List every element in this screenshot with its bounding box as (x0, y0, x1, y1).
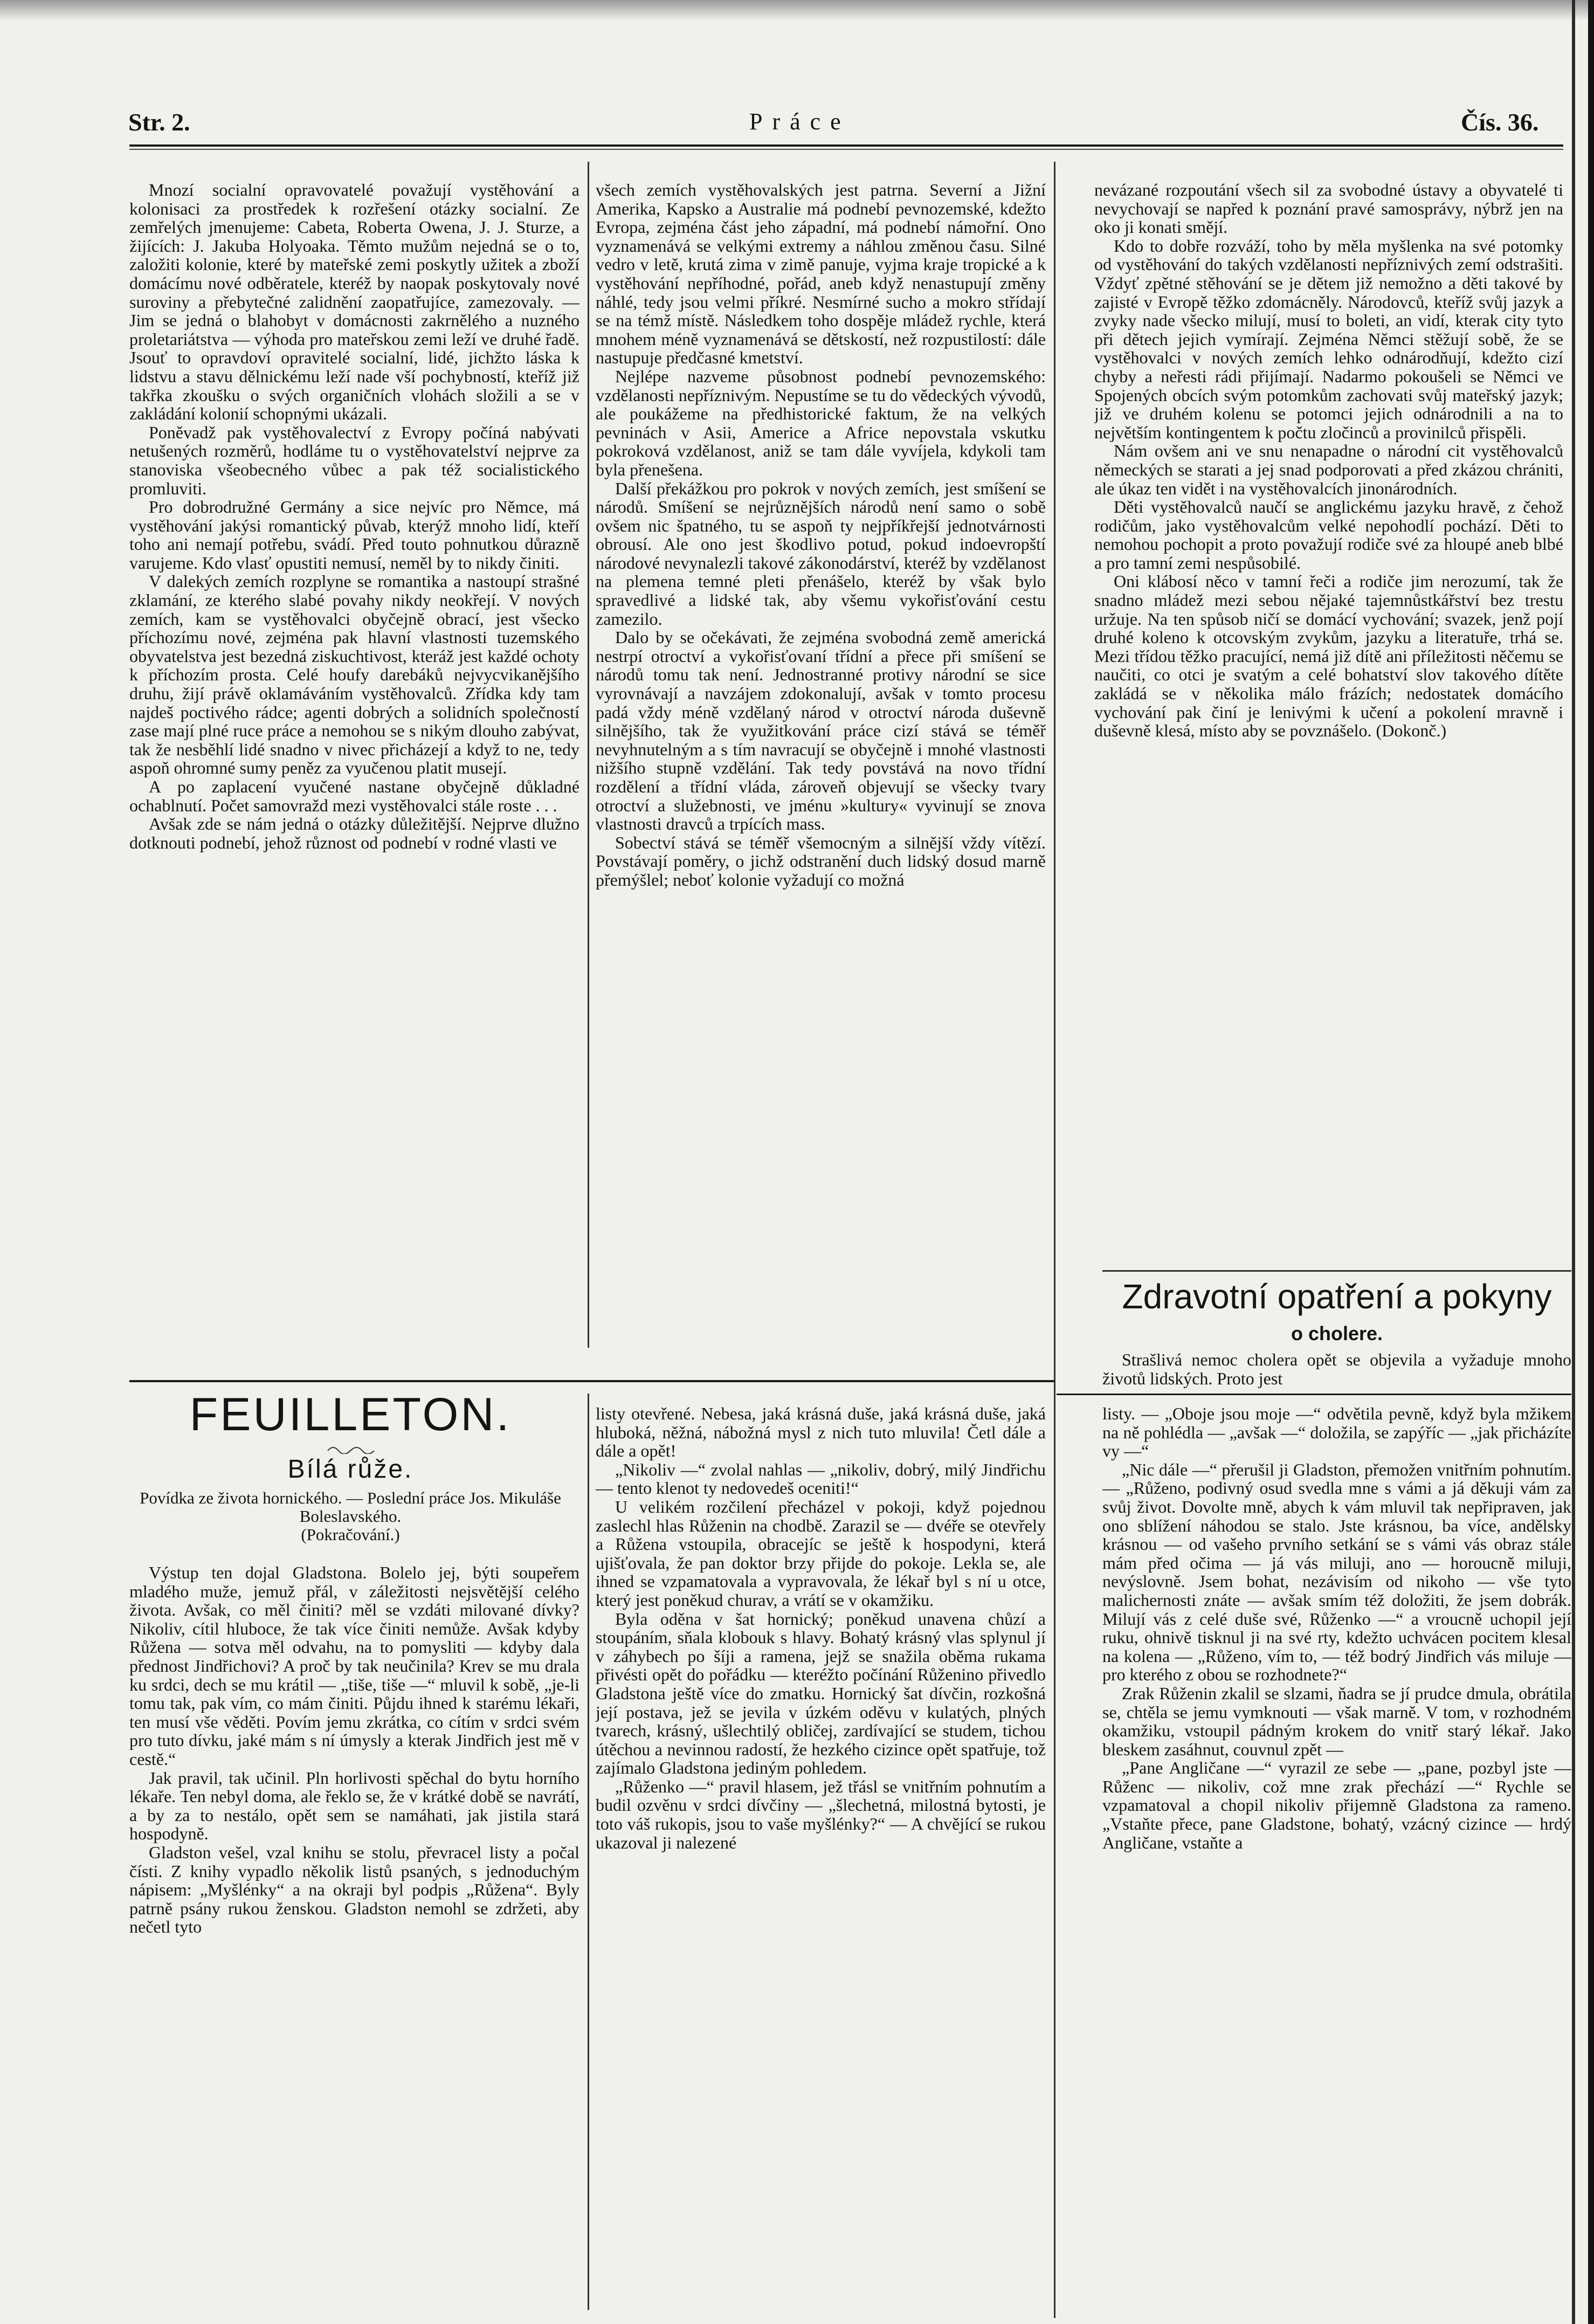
article-column-1 (129, 181, 579, 1352)
story-paragraph: listy otevřené. Nebesa, jaká krásná duše, jaká krásná duše, jaká hluboká, něžná, nábožná mysl z nich tuto mluvila! Četl dále a dále a opět! (596, 1404, 1046, 1461)
header-rule (129, 144, 1563, 147)
article-column-2 (596, 181, 1046, 1352)
scan-top-shadow (0, 0, 1594, 20)
article-paragraph: Avšak zde se nám jedná o otázky důležitější. Nejprve dlužno dotknouti podnebí, jehož různost od podnebí v rodné vlasti ve (129, 814, 579, 852)
article-paragraph: Strašlivá nemoc cholera opět se objevila a vyžaduje mnoho životů lidských. Proto jest (1102, 1350, 1571, 1388)
article-paragraph: Oni klábosí něco v tamní řeči a rodiče jim nerozumí, tak že snadno mládež mezi sebou nějaké tajemnůstkářství bez trestu uržuje. Na ten spůsob ničí se domácí vychování; svazek, jenž pojí druhé koleno k otcovským zvykům, jazyku a literatuře, trhá se. Mezi třídou těžko pracující, nemá již dítě ani příležitosti něčemu se naučiti, co otci je svatým a celé bohatství slov takového dítěte zakládá se v několika málo frázích; nedostatek domácího vychování pak činí je lenivými k učení a pokolení mravně i duševně klesá, místo aby se povznášelo. (Dokonč.) (1094, 571, 1563, 741)
article-paragraph: Nejlépe nazveme působnost podnebí pevnozemského: vzdělanosti nepříznivým. Nepustíme se tu do vědeckých vývodů, ale poukážeme na předhistorické faktum, že na velkých pevninách v Asii, Americe a Africe nepovstala vskutku pokroková vzdělanost, aniž se tam dále vyvíjela, kdykoli tam byla přenešena. (596, 366, 1046, 479)
ornament-icon (327, 1444, 375, 1454)
article-column-3 (1094, 181, 1563, 1253)
health-subheading: o cholere. (1291, 1322, 1383, 1344)
article-paragraph: Nám ovšem ani ve snu nenapadne o národní cit vystěhovalců německých se starati a jej snad podporovati a před zkázou chrániti, ale úkaz ten vidět i na vystěhovalcích jinonárodních. (1094, 441, 1563, 498)
story-paragraph: Jak pravil, tak učinil. Pln horlivosti spěchal do bytu horního lékaře. Ten nebyl doma, ale řeklo se, že v krátké době se navrátí, a by za to nestálo, opět sem se namáhati, jak jistila stará hospodyně. (129, 1768, 579, 1844)
article-paragraph: nevázané rozpoutání všech sil za svobodné ústavy a obyvatelé ti nevychovají se napřed k poznání pravé samosprávy, nýbrž jen na oko ji konati smějí. (1094, 181, 1563, 237)
section-rule (1102, 1270, 1571, 1272)
story-paragraph: Byla oděna v šat hornický; poněkud unavena chůzí a stoupáním, sňala klobouk s hlavy. Bohatý krásný vlas splynul jí v záhybech po šíji a ramena, jejž se snažila oběma rukama přivésti opět do pořádku — kteréžto počínání Růženino přivedlo Gladstona ještě více do zmatku. Hornický šat dívčin, rozkošná její postava, jež se jevila v úzkém oděvu v kulatých, plných tvarech, krásný, ušlechtilý obličej, zardívající se studem, tichou útěchou a nevinnou radostí, že hezkého cizince opět spatřuje, tož zajímalo Gladstona jediným pohledem. (596, 1609, 1046, 1778)
feuilleton-column-1 (129, 1563, 579, 2321)
article-paragraph: Poněvadž pak vystěhovalectví z Evropy počíná nabývati netušených rozměrů, hodláme tu o vystěhovatelství nejprve za stanoviska všeobecného vůbec a pak též socialistického promluviti. (129, 422, 579, 498)
story-subtitle (135, 1489, 566, 1544)
story-paragraph: „Pane Angličane —“ vyrazil ze sebe — „pane, pozbyl jste — Růženc — nikoliv, což mne zrak přechází —“ Rychle se vzpamatoval a chopil nikoliv přijemně Gladstona za ramenо. „Vstaňte přece, pane Gladstone, bohatý, vzácný cizince — hrdý Angličane, vstaňte a (1102, 1758, 1571, 1852)
column-divider (588, 162, 589, 1348)
page-number: Str. 2. (128, 108, 190, 136)
story-paragraph: „Nikoliv —“ zvolal nahlas — „nikoliv, dobrý, milý Jindřichu — tento klenot ty nedovedeš oceniti!“ (596, 1459, 1046, 1498)
header-rule-thin (129, 149, 1563, 150)
article-paragraph: Mnozí socialní opravovatelé považují vystěhování a kolonisaci za prostředek k rozřešení otázky socialní. Ze zemřelých jmenujeme: Cabeta, Roberta Owena, J. J. Sturze, a žijících: J. Jakuba Holyoaka. Těmto mužům nejedná se o to, založiti kolonie, které by mateřské zemi poskytly užitek a zboží domácímu nové odběratele, kteréž by naopak poskytovaly nové suroviny a přebytečné zalidnění zaopatřujíce, zamezovaly. — Jim se jedná o blahobyt v domácnosti zakrnělého a nuzného proletariátstva — výhoda pro mateřskou zemi leží ve druhé řadě. Jsouť to opravdoví opravitelé socialní, lidé, jichžto láska k lidstvu a stavu dělnickému leží nade vší pochybností, kteříž již takřka zkoušku o svých organičních vlohách složili a se v zakládání kolonií schopnými ukázali. (129, 181, 579, 424)
health-intro (1102, 1350, 1571, 1391)
feuilleton-rule (129, 1380, 1054, 1382)
feuilleton-column-3 (1102, 1404, 1571, 2321)
story-paragraph: listy. — „Oboje jsou moje —“ odvětila pevně, když byla mžikem na ně pohlédla — „avšak —“ doložila, se zapýříc — „jak přicházíte vy —“ (1102, 1404, 1571, 1461)
continuation-note: (Pokračování.) (301, 1525, 400, 1544)
story-byline: Povídka ze života hornického. — Poslední práce Jos. Mikuláše Boleslavského. (140, 1488, 561, 1526)
health-heading: Zdravotní opatření a pokyny (1122, 1277, 1552, 1316)
column-divider (1054, 162, 1055, 2318)
story-paragraph: U velikém rozčilení přecházel v pokoji, když pojednou zaslechl hlas Růženin na chodbě. Zarazil se — dvéře se otevřely a Růžena vstoupila, obracejíc se ještě k hospodyni, která ujišťovala, že pan doktor brzy přijde do pokoje. Lekla se, ale ihned se vzpamatovala a vypravovala, že lékař byl s ní u otce, který jest poněkud churav, a vrátí se v okamžiku. (596, 1497, 1046, 1610)
feuilleton-column-2 (596, 1404, 1046, 2321)
article-paragraph: Kdo to dobře rozváží, toho by měla myšlenka na své potomky od vystěhování do takých vzdělanosti nepříznivých zemí odstrašiti. Vždyť zpětné stěhování se je dětem již nemožno a děti takové by zajisté v Evropě těžko zdomácněly. Národovců, kteříž svůj jazyk a zvyky nade všecko milují, musí to boleti, an vidí, kterak city tyto při dětech jejich vymírají. Zejména Němci stěžují sobě, že se vystěhovalci v nových zemích lehko odnárodňují, kdežto cizí chyby a neřesti rádi přijímají. Nadarmo pokoušeli se Němci ve Spojených obcích svým potomkům zachovati svůj mateřský jazyk; již ve druhém kolenu se potomci jejich odnárodnili a na to největším kontingentem k počtu zločinců a provinilců přispěli. (1094, 236, 1563, 442)
feuilleton-heading: FEUILLETON. (189, 1389, 512, 1440)
scan-edge-line (1572, 0, 1575, 2324)
story-paragraph: Zrak Růženin zkalil se slzami, ňadra se jí prudce dmula, obrátila se, chtěla se jemu vymknouti — však marně. V tom, v rozhodném okamžiku, vstoupil pádným krokem do vnitř starý lékař. Jako bleskem zasáhnut, couvnul zpět — (1102, 1683, 1571, 1759)
issue-number: Čís. 36. (1461, 108, 1539, 136)
column-divider (588, 1394, 589, 2310)
story-paragraph: Výstup ten dojal Gladstona. Bolelo jej, býti soupeřem mladého muže, jemuž přál, v záležitosti nejsvětější celého života. Avšak, co měl činiti? měl se vzdáti milované dívky? Nikoliv, cítil hluboce, že tak více činiti nemůže. Avšak kdyby Růžena — sotva měl odvahu, na to pomysliti — kdyby dala přednost Jindřichovi? A proč by tak neučinila? Krev se mu drala ku srdci, dech se mu krátil — „tiše, tiše —“ mluvil k sobě, „je-li tomu tak, pak vím, co mám činiti. Půjdu ihned k starému lékaři, ten musí vše věděti. Povím jemu zkrátka, co cítím v srdci svém pro tuto dívku, jaké mám s ní úmysly a kterak Jindřich jest mě v cestě.“ (129, 1563, 579, 1769)
story-paragraph: Gladston vešel, vzal knihu se stolu, převracel listy a počal čísti. Z knihy vypadlo několik listů psaných, s jednoduchým nápisem: „Myšlénky“ a na okraji byl podpis „Růžena“. Byly patrně psány rukou ženskou. Gladston nemohl se zdržeti, aby nečetl tyto (129, 1842, 579, 1937)
article-paragraph: Další překážkou pro pokrok v nových zemích, jest smíšení se národů. Smíšení se nejrůznějších národů není samo o sobě ovšem nic špatného, tu se aspoň ty nejpříkřejší jednotvárnosti obrousí. Ale ono jest škodlivo potud, pokud indoevropští národové nevynalezli takové zákonodárství, kteréž by vzdělanost na plemena temné pleti přenášelo, kteréž by však bylo spravedlivé a lidské tak, aby všemu vykořisťování cestu zamezilo. (596, 478, 1046, 629)
article-paragraph: A po zaplacení vyučené nastane obyčejně důkladné ochablnutí. Počet samovražd mezi vystěhovalci stále roste . . . (129, 777, 579, 815)
story-paragraph: „Růženko —“ pravil hlasem, jež třásl se vnitřním pohnutím a budil ozvěnu v srdci dívčiny — „šlechetná, milostná bytosti, je toto váš rukopis, jsou to vaše myšlénky?“ — A chvějící se rukou ukazoval ji nalezené (596, 1776, 1046, 1852)
scan-edge-shadow (1588, 0, 1594, 2324)
article-paragraph: V dalekých zemích rozplyne se romantika a nastoupí strašné zklamání, ze kterého slabé povahy nikdy neokřejí. V nových zemích, kam se vystěhovalci obyčejně obrací, jest všecko příchozímu nové, zejména pak hlavní vlastnosti tuzemského obyvatelstva jest bezedná ziskuchtivost, kteráž jest každé ochoty k příchozím prosta. Celé houfy darebáků nejvycvikanějšího druhu, žijí právě oklamáváním vystěhovalců. Zřídka kdy tam najdeš poctivého rádce; agenti dobrých a solidních společností zase mají plné ruce práce a nemohou se s nikým dlouho zabývat, tak že nesběhlí lidé snadno v nivec přicházejí a když to ne, tedy aspoň ohromné sumy peněz za vyučenou platit musejí. (129, 571, 579, 778)
feuilleton-rule (1057, 1394, 1571, 1395)
story-paragraph: „Nic dále —“ přerušil ji Gladston, přemožen vnitřním pohnutím. — „Růženo, podivný osud svedla mne s vámi a já děkuji vám za svůj život. Dovolte mně, abych k vám mluvil tak nepřipraven, jak ono sblížení náhodou se stalo. Jste krásnou, ba více, andělsky krásnou — od vašeho prvního setkání se s vámi vás obraz stále mám před očima — já vás miluji, ano — horoucně miluji, nevýslovně. Jsem bohat, nezávisím od nikoho — vše tyto malichernosti znáte — avšak smím též doložiti, že jsem dobrák. Milují vás z celé duše své, Růženko —“ a vroucně uchopil její ruku, ohnivě tisknul ji na své rty, kdežto uchvácen pocitem klesal na kolena — „Růženo, vím to, — též bodrý Jindřich vás miluje — pro kterého z obou se rozhodnete?“ (1102, 1459, 1571, 1685)
article-paragraph: Sobectví stává se téměř všemocným a silnější vždy vítězí. Povstávají poměry, o jichž odstranění duch lidský dosud marně přemýšlel; neboť kolonie vyžadují co možná (596, 832, 1046, 889)
story-title: Bílá růže. (287, 1455, 413, 1484)
article-paragraph: Děti vystěhovalců naučí se anglickému jazyku hravě, z čehož rodičům, jako vystěhovalcům velké nepohodlí pochází. Děti to nemohou pochopit a proto považují rodiče své za hloupé aneb blbé a pro tamní zemi nespůsobilé. (1094, 497, 1563, 573)
masthead-title: Práce (749, 108, 851, 135)
article-paragraph: všech zemích vystěhovalských jest patrna. Severní a Jižní Amerika, Kapsko a Australie má podnebí pevnozemské, kdežto Evropa, zejména část jeho západní, má podnebí námořní. Ono vyznamenává se velkými extremy a náhlou změnou času. Silné vedro v letě, krutá zima v zimě panuje, vyjma kraje tropické a k vystěhování nepříhodné, pořád, aneb když nenastupují změny náhlé, tedy jsou velmi příkré. Nesmírné sucho a mokro střídají se na témž místě. Následkem toho dospěje mládež rychle, která mnohem méně vyznamenává se dětskostí, než rozpustilostí: dále nastupuje předčasné kmetství. (596, 181, 1046, 368)
article-paragraph: Pro dobrodružné Germány a sice nejvíc pro Němce, má vystěhování jakýsi romantický půvab, kterýž mnoho lidí, kteří toho ani nemají potřebu, svádí. Před touto pohnutkou důrazně varujeme. Kdo vlasť opustiti nemusí, neměl by to nikdy činiti. (129, 497, 579, 573)
article-paragraph: Dalo by se očekávati, že zejména svobodná země americká nestrpí otroctví a vykořisťovaní třídní a přece při smíšení se národů tomu tak není. Jednostranné protivy národní se sice vyrovnávají a navzájem zdokonalují, avšak v tomto procesu padá vždy méně vzdělaný národ v otroctví národa duševně silnějšího, tak že využitkování práce cizí stává se téměř nevyhnutelným a s tím navracují se obyčejně i mnohé vlastnosti nižšího stupně vzdělání. Tak tedy povstává na novo třídní rozdělení a třídní vláda, zároveň objevují se všecky tvary otroctví a služebnosti, ve jménu »kultury« vyvinují se znova vlastnosti dravců a trpících mass. (596, 627, 1046, 834)
